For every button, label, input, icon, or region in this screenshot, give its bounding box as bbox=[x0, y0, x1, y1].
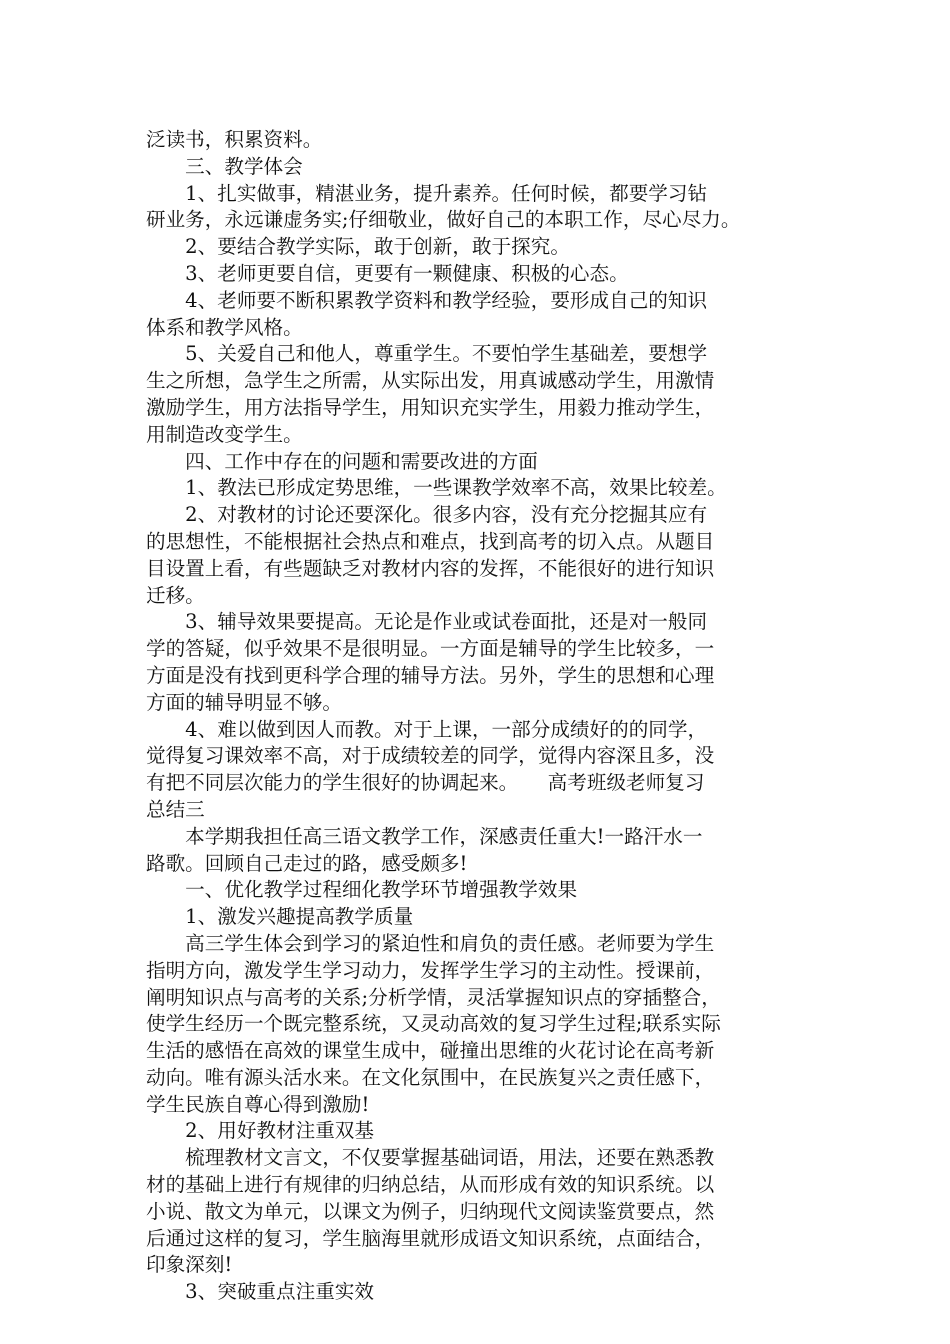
text-line: 5、关爱自己和他人，尊重学生。不要怕学生基础差，要想学 bbox=[146, 342, 708, 366]
text-line: 2、对教材的讨论还要深化。很多内容，没有充分挖掘其应有 bbox=[146, 503, 708, 527]
text-line: 总结三 bbox=[146, 797, 205, 821]
text-line: 目设置上看，有些题缺乏对教材内容的发挥，不能很好的进行知识 bbox=[146, 556, 715, 580]
text-line: 4、难以做到因人而教。对于上课，一部分成绩好的的同学， bbox=[146, 717, 708, 741]
text-line: 2、要结合教学实际，敢于创新，敢于探究。 bbox=[146, 235, 570, 259]
document-text bbox=[146, 127, 826, 1306]
text-line: 本学期我担任高三语文教学工作，深感责任重大!一路汗水一 bbox=[146, 824, 703, 848]
text-line: 3、突破重点注重实效 bbox=[146, 1280, 374, 1304]
text-line: 三、教学体会 bbox=[146, 154, 303, 178]
text-line: 阐明知识点与高考的关系;分析学情，灵活掌握知识点的穿插整合， bbox=[146, 985, 721, 1009]
text-line: 研业务，永远谦虚务实;仔细敬业，做好自己的本职工作，尽心尽力。 bbox=[146, 208, 741, 232]
text-line: 2、用好教材注重双基 bbox=[146, 1119, 374, 1143]
text-line: 使学生经历一个既完整系统，又灵动高效的复习学生过程;联系实际 bbox=[146, 1012, 721, 1036]
text-line: 有把不同层次能力的学生很好的协调起来。 高考班级老师复习 bbox=[146, 771, 705, 795]
text-line: 动向。唯有源头活水来。在文化氛围中，在民族复兴之责任感下， bbox=[146, 1065, 715, 1089]
text-line: 1、激发兴趣提高教学质量 bbox=[146, 905, 414, 929]
text-line: 的思想性，不能根据社会热点和难点，找到高考的切入点。从题目 bbox=[146, 529, 715, 553]
text-line: 高三学生体会到学习的紧迫性和肩负的责任感。老师要为学生 bbox=[146, 931, 715, 955]
text-line: 小说、散文为单元，以课文为例子，归纳现代文阅读鉴赏要点，然 bbox=[146, 1199, 715, 1223]
text-line: 学生民族自尊心得到激励! bbox=[146, 1092, 370, 1116]
text-line: 指明方向，激发学生学习动力，发挥学生学习的主动性。授课前， bbox=[146, 958, 715, 982]
text-line: 方面的辅导明显不够。 bbox=[146, 690, 342, 714]
text-line: 激励学生，用方法指导学生，用知识充实学生，用毅力推动学生， bbox=[146, 395, 715, 419]
text-line: 觉得复习课效率不高，对于成绩较差的同学，觉得内容深且多，没 bbox=[146, 744, 715, 768]
text-line: 1、教法已形成定势思维，一些课教学效率不高，效果比较差。 bbox=[146, 476, 727, 500]
text-line: 1、扎实做事，精湛业务，提升素养。任何时候，都要学习钻 bbox=[146, 181, 708, 205]
text-line: 体系和教学风格。 bbox=[146, 315, 303, 339]
text-line: 学的答疑，似乎效果不是很明显。一方面是辅导的学生比较多，一 bbox=[146, 637, 715, 661]
text-line: 方面是没有找到更科学合理的辅导方法。另外，学生的思想和心理 bbox=[146, 663, 715, 687]
text-line: 用制造改变学生。 bbox=[146, 422, 303, 446]
text-line: 路歌。回顾自己走过的路，感受颇多! bbox=[146, 851, 468, 875]
text-line: 一、优化教学过程细化教学环节增强教学效果 bbox=[146, 878, 578, 902]
text-line: 生活的感悟在高效的课堂生成中，碰撞出思维的火花讨论在高考新 bbox=[146, 1039, 715, 1063]
text-line: 材的基础上进行有规律的归纳总结，从而形成有效的知识系统。以 bbox=[146, 1173, 715, 1197]
text-line: 3、辅导效果要提高。无论是作业或试卷面批，还是对一般同 bbox=[146, 610, 708, 634]
text-line: 3、老师更要自信，更要有一颗健康、积极的心态。 bbox=[146, 261, 629, 285]
text-line: 迁移。 bbox=[146, 583, 205, 607]
text-line: 泛读书，积累资料。 bbox=[146, 128, 323, 151]
text-line: 四、工作中存在的问题和需要改进的方面 bbox=[146, 449, 538, 473]
text-line: 印象深刻! bbox=[146, 1253, 233, 1277]
text-line: 后通过这样的复习，学生脑海里就形成语文知识系统，点面结合， bbox=[146, 1226, 715, 1250]
text-line: 4、老师要不断积累教学资料和教学经验，要形成自己的知识 bbox=[146, 288, 708, 312]
text-line: 梳理教材文言文，不仅要掌握基础词语，用法，还要在熟悉教 bbox=[146, 1146, 715, 1170]
text-line: 生之所想，急学生之所需，从实际出发，用真诚感动学生，用激情 bbox=[146, 369, 715, 393]
